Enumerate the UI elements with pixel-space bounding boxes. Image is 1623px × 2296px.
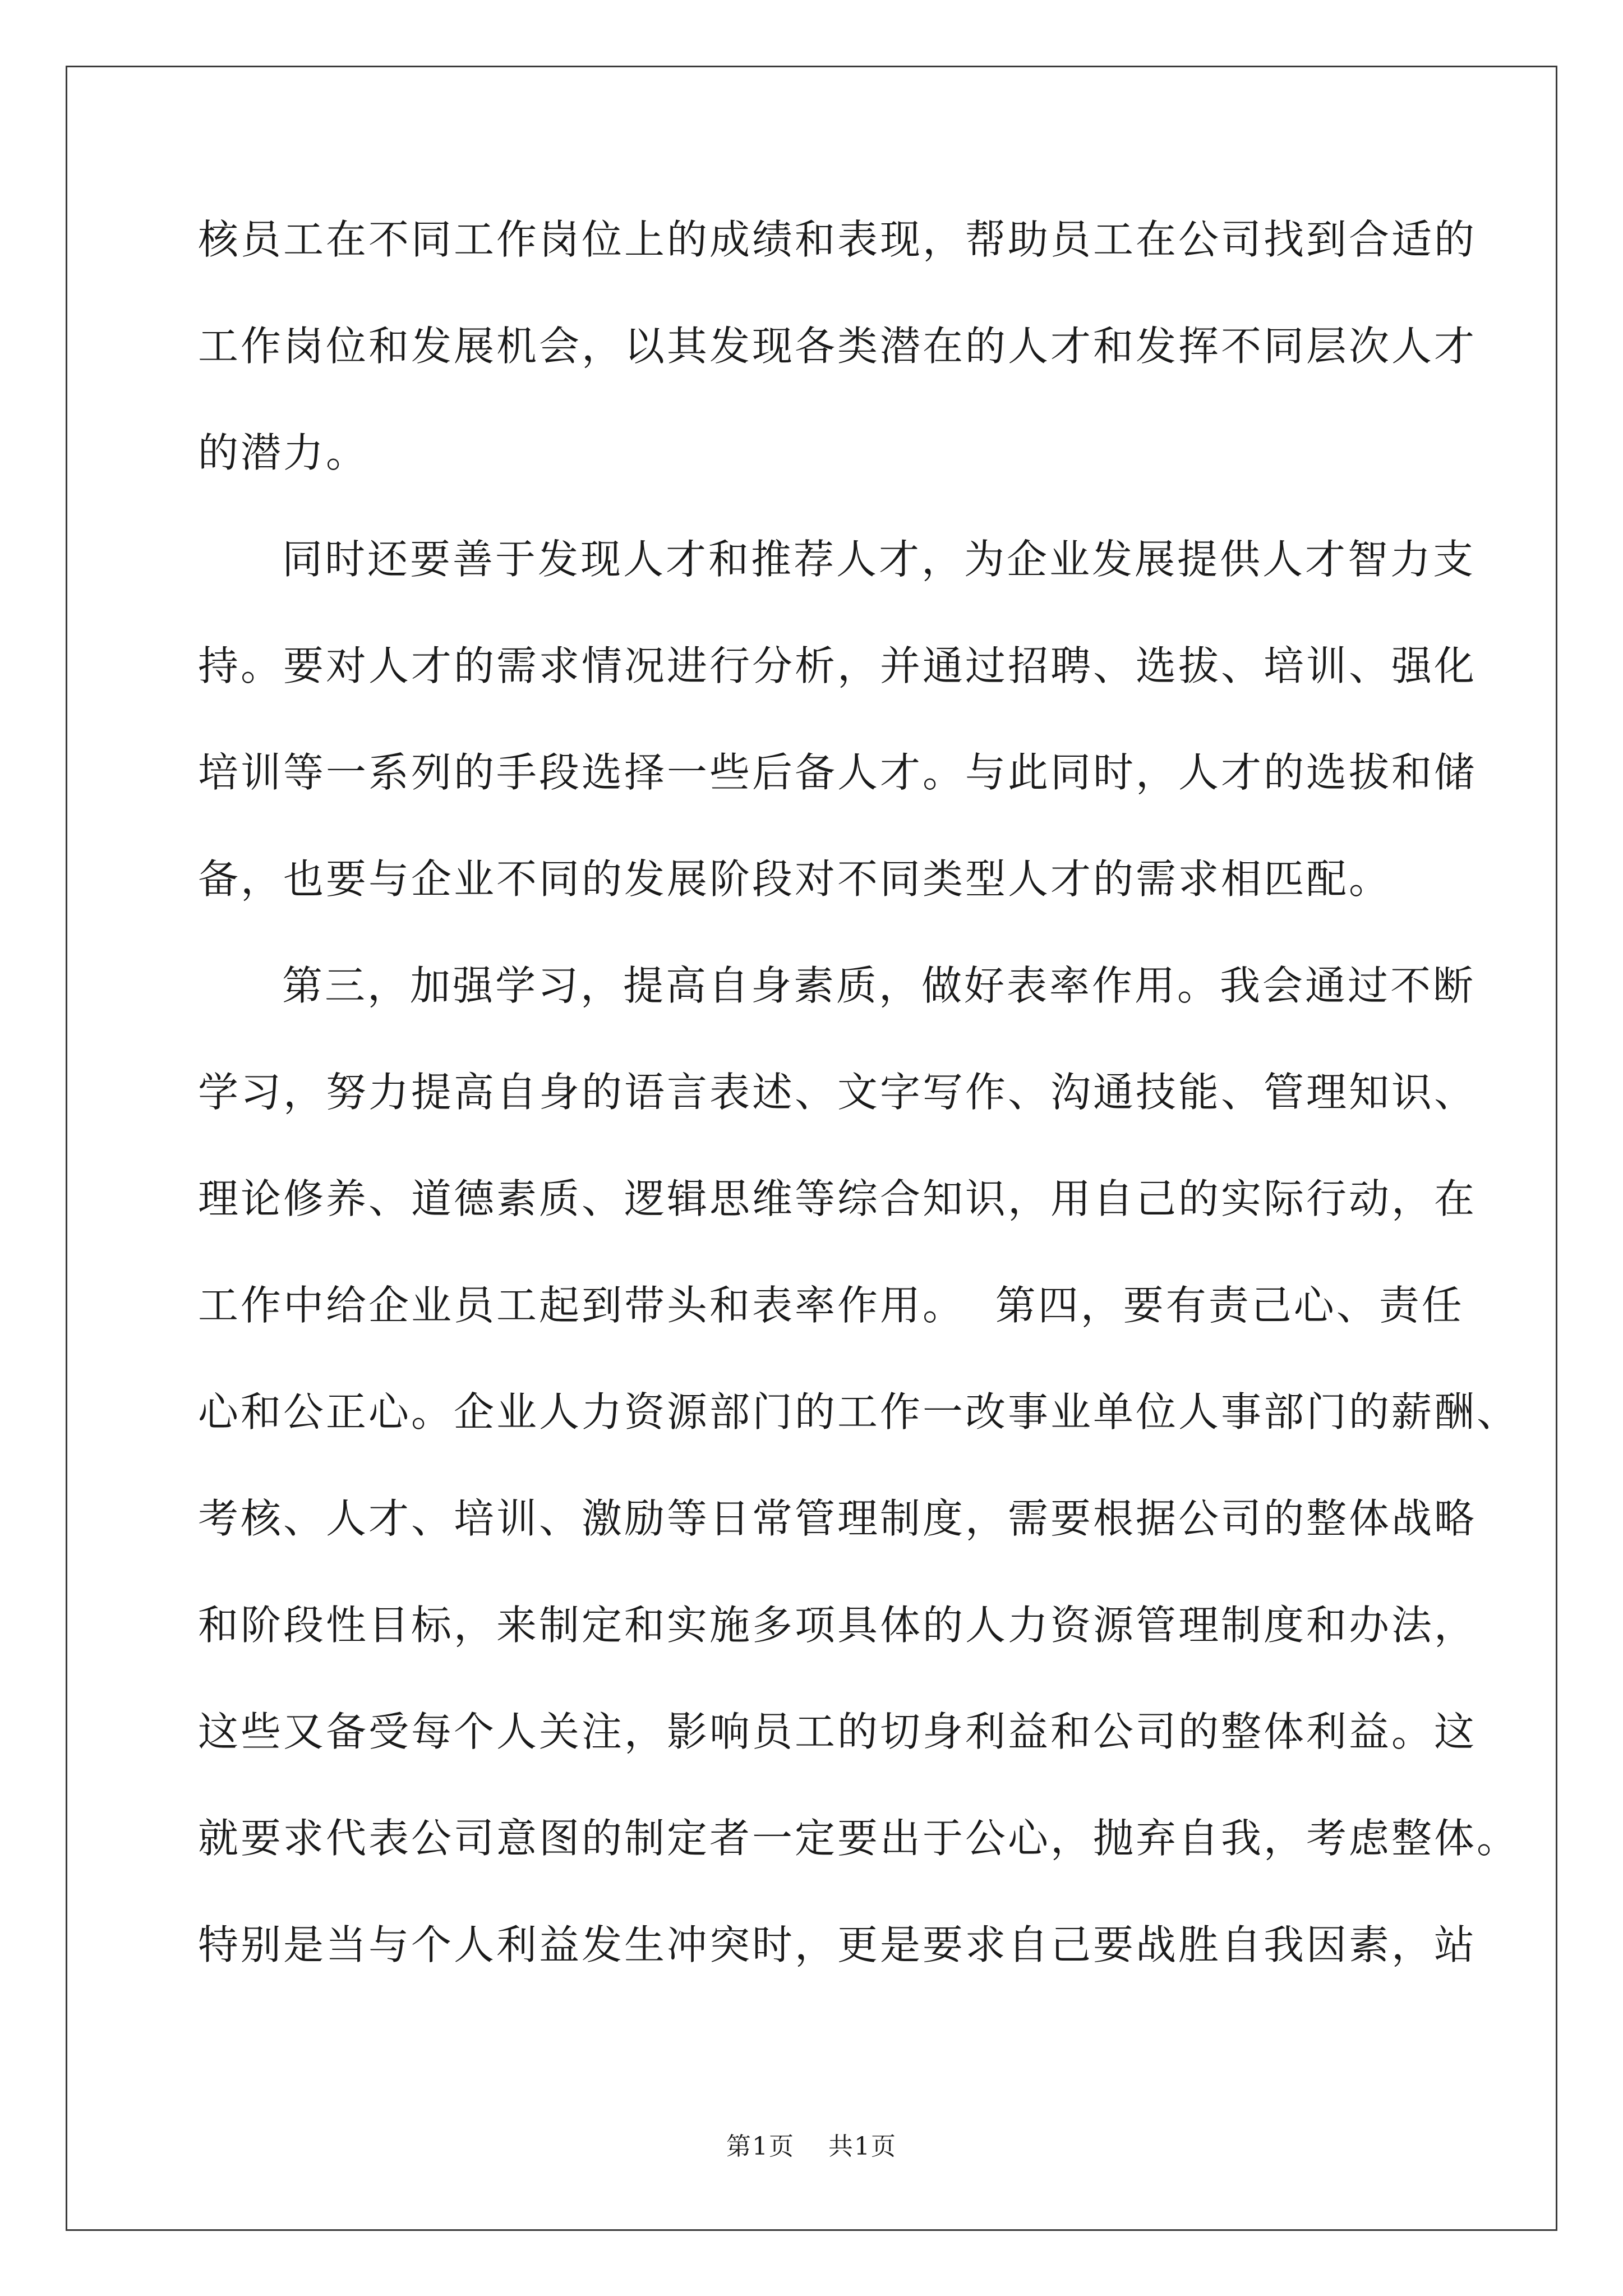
text-line: 学习，努力提高自身的语言表述、文字写作、沟通技能、管理知识、 bbox=[198, 1069, 1477, 1116]
text-line: 备，也要与企业不同的发展阶段对不同类型人才的需求相匹配。 bbox=[198, 855, 1392, 903]
page-number: 第1页 bbox=[726, 2132, 795, 2161]
text-line: 特别是当与个人利益发生冲突时，更是要求自己要战胜自我因素，站 bbox=[198, 1921, 1477, 1968]
page-footer bbox=[0, 2126, 1623, 2162]
text-line: 就要求代表公司意图的制定者一定要出于公心，抛弃自我，考虑整体。 bbox=[198, 1815, 1520, 1862]
text-line: 持。要对人才的需求情况进行分析，并通过招聘、选拔、培训、强化 bbox=[198, 642, 1477, 689]
text-line: 考核、人才、培训、激励等日常管理制度，需要根据公司的整体战略 bbox=[198, 1495, 1477, 1542]
text-line: 培训等一系列的手段选择一些后备人才。与此同时，人才的选拔和储 bbox=[198, 749, 1477, 796]
text-line: 核员工在不同工作岗位上的成绩和表现，帮助员工在公司找到合适的 bbox=[198, 216, 1477, 263]
text-line: 的潜力。 bbox=[198, 429, 369, 476]
text-line: 这些又备受每个人关注，影响员工的切身利益和公司的整体利益。这 bbox=[198, 1708, 1477, 1755]
document-body bbox=[198, 214, 1520, 2026]
paragraph-first-line: 同时还要善于发现人才和推荐人才，为企业发展提供人才智力支 bbox=[282, 536, 1476, 583]
text-line: 理论修养、道德素质、逻辑思维等综合知识，用自己的实际行动，在 bbox=[198, 1175, 1477, 1222]
text-line: 心和公正心。企业人力资源部门的工作一改事业单位人事部门的薪酬、 bbox=[198, 1388, 1520, 1435]
text-line: 工作中给企业员工起到带头和表率作用。 第四，要有责己心、责任 bbox=[198, 1282, 1464, 1329]
paragraph-first-line: 第三，加强学习，提高自身素质，做好表率作用。我会通过不断 bbox=[282, 962, 1476, 1009]
text-line: 和阶段性目标，来制定和实施多项具体的人力资源管理制度和办法， bbox=[198, 1602, 1477, 1649]
page-total: 共1页 bbox=[828, 2132, 897, 2161]
text-line: 工作岗位和发展机会，以其发现各类潜在的人才和发挥不同层次人才 bbox=[198, 323, 1477, 370]
